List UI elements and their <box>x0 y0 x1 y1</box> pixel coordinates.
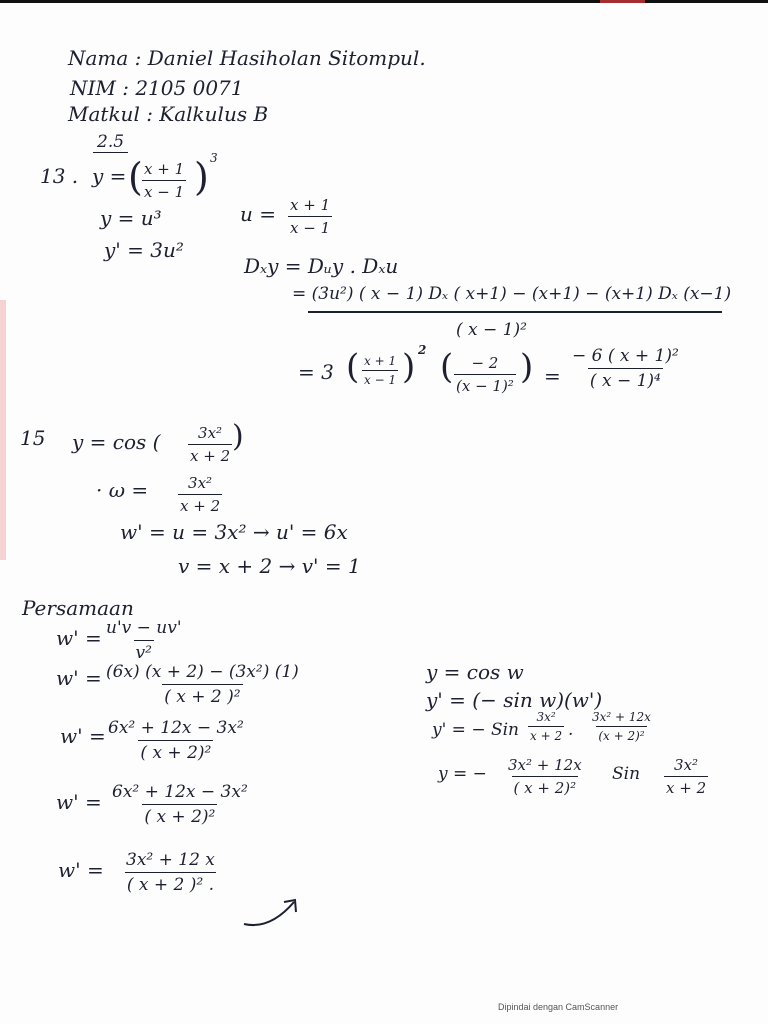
p13-y-lhs: y = <box>92 164 127 188</box>
problem-13-number: 13 . <box>40 164 79 188</box>
right-line-4-fraction-2 <box>664 756 708 797</box>
p13-y-num: x + 1 <box>144 160 185 178</box>
step-4-num: 3x² + 12 x <box>126 850 215 870</box>
curved-arrow-icon <box>240 892 304 932</box>
p13-result-fraction-2 <box>454 354 516 395</box>
top-edge-line <box>0 0 768 3</box>
rule-den: v² <box>134 640 154 663</box>
p13-result-num-2: − 2 <box>471 354 499 372</box>
persamaan-title: Persamaan <box>22 596 134 620</box>
r3-num-2: 3x² + 12x <box>592 710 651 724</box>
paren-open: ( <box>440 347 454 387</box>
p13-step-denominator: ( x − 1)² <box>456 320 527 340</box>
step-1-num: (6x) (x + 2) − (3x²) (1) <box>106 662 299 682</box>
right-line-3-lhs: y' = − Sin <box>432 720 520 740</box>
paren-close: ) <box>194 155 209 199</box>
section-number: 2.5 <box>93 134 128 153</box>
step-1-fraction <box>104 662 301 707</box>
p13-result-exponent: 2 <box>418 343 427 357</box>
r3-den-1: x + 2 <box>528 726 564 743</box>
p13-y-u: y = u³ <box>100 206 162 230</box>
step-4-fraction <box>124 850 217 895</box>
right-line-3-fraction-1 <box>528 710 564 743</box>
step-2-den: ( x + 2)² <box>138 740 213 763</box>
scanner-watermark: Dipindai dengan CamScanner <box>498 1002 619 1012</box>
p13-result-num-1: x + 1 <box>364 354 397 368</box>
r3-den-2: (x + 2)² <box>596 726 646 743</box>
r4-num-2: 3x² <box>674 756 699 774</box>
p13-result-den-3: ( x − 1)⁴ <box>588 368 663 391</box>
p13-result-fraction-1 <box>362 354 398 387</box>
p15-y-num: 3x² <box>198 424 223 442</box>
step-3-num: 6x² + 12x − 3x² <box>112 782 248 802</box>
p13-result-prefix: = 3 <box>298 360 334 384</box>
p13-result-fraction-3 <box>570 346 681 391</box>
p15-y-fraction <box>188 424 232 465</box>
p13-result-den-2: (x − 1)² <box>454 374 516 395</box>
p15-y-den: x + 2 <box>188 444 232 465</box>
paren-close: ) <box>520 347 534 387</box>
paren-close: ) <box>402 347 416 387</box>
r3-dot: . <box>568 720 574 740</box>
step-2-num: 6x² + 12x − 3x² <box>108 718 244 738</box>
step-4-den: ( x + 2 )² . <box>125 872 216 895</box>
step-2-fraction <box>106 718 246 763</box>
p13-y-exponent: 3 <box>210 151 218 165</box>
r4-sin: Sin <box>612 764 641 784</box>
step-3-fraction <box>110 782 250 827</box>
right-line-4-fraction-1 <box>506 756 584 797</box>
p13-u-num: x + 1 <box>290 196 331 214</box>
p13-y-fraction <box>142 160 186 201</box>
r4-den-1: ( x + 2)² <box>512 776 579 797</box>
top-red-mark <box>600 0 645 3</box>
p13-u-lhs: u = <box>240 202 276 226</box>
rule-lhs: w' = <box>56 626 102 650</box>
p13-u-den: x − 1 <box>288 216 332 237</box>
r3-num-1: 3x² <box>536 710 556 724</box>
p13-y-prime: y' = 3u² <box>104 238 184 262</box>
p13-result-den-1: x − 1 <box>362 370 398 387</box>
p13-result-equals: = <box>544 364 561 388</box>
p15-w-fraction <box>178 474 222 515</box>
p13-y-den: x − 1 <box>142 180 186 201</box>
step-1-lhs: w' = <box>56 666 102 690</box>
p15-w-den: x + 2 <box>178 494 222 515</box>
right-line-2: y' = (− sin w)(w') <box>426 688 603 712</box>
step-4-lhs: w' = <box>58 858 104 882</box>
paren-open: ( <box>346 347 360 387</box>
step-2-lhs: w' = <box>60 724 106 748</box>
r4-num-1: 3x² + 12x <box>508 756 582 774</box>
r4-den-2: x + 2 <box>664 776 708 797</box>
problem-15-number: 15 <box>20 426 46 450</box>
right-line-1: y = cos w <box>426 660 524 684</box>
header-nim: NIM : 2105 0071 <box>70 76 244 100</box>
step-3-den: ( x + 2)² <box>142 804 217 827</box>
p15-w-lhs: · ω = <box>96 478 149 502</box>
rule-num: u'v − uv' <box>106 618 182 638</box>
step-3-lhs: w' = <box>56 790 102 814</box>
left-edge-shadow <box>0 300 6 560</box>
right-line-4-lhs: y = − <box>438 764 487 784</box>
p13-step-numerator: = (3u²) ( x − 1) Dₓ ( x+1) − (x+1) − (x+1) Dₓ (x−1) <box>292 284 732 304</box>
p13-result-num-3: − 6 ( x + 1)² <box>572 346 679 366</box>
p15-w-num: 3x² <box>188 474 213 492</box>
paren-open: ( <box>128 155 143 199</box>
p13-chain-rule: Dₓy = Dᵤy . Dₓu <box>244 254 399 278</box>
p15-w-line-2: v = x + 2 → v' = 1 <box>178 554 361 578</box>
header-matkul: Matkul : Kalkulus B <box>68 102 269 126</box>
step-1-den: ( x + 2 )² <box>162 684 242 707</box>
header-nama: Nama : Daniel Hasiholan Sitompul. <box>68 46 426 70</box>
p13-step-fraction-line <box>308 311 722 313</box>
p13-u-fraction <box>288 196 332 237</box>
p15-w-line-1: w' = u = 3x² → u' = 6x <box>120 520 348 544</box>
quotient-rule-fraction <box>104 618 184 663</box>
p15-y-lhs: y = cos ( <box>72 430 161 454</box>
p15-y-close: ) <box>232 419 244 454</box>
right-line-3-fraction-2 <box>590 710 653 743</box>
